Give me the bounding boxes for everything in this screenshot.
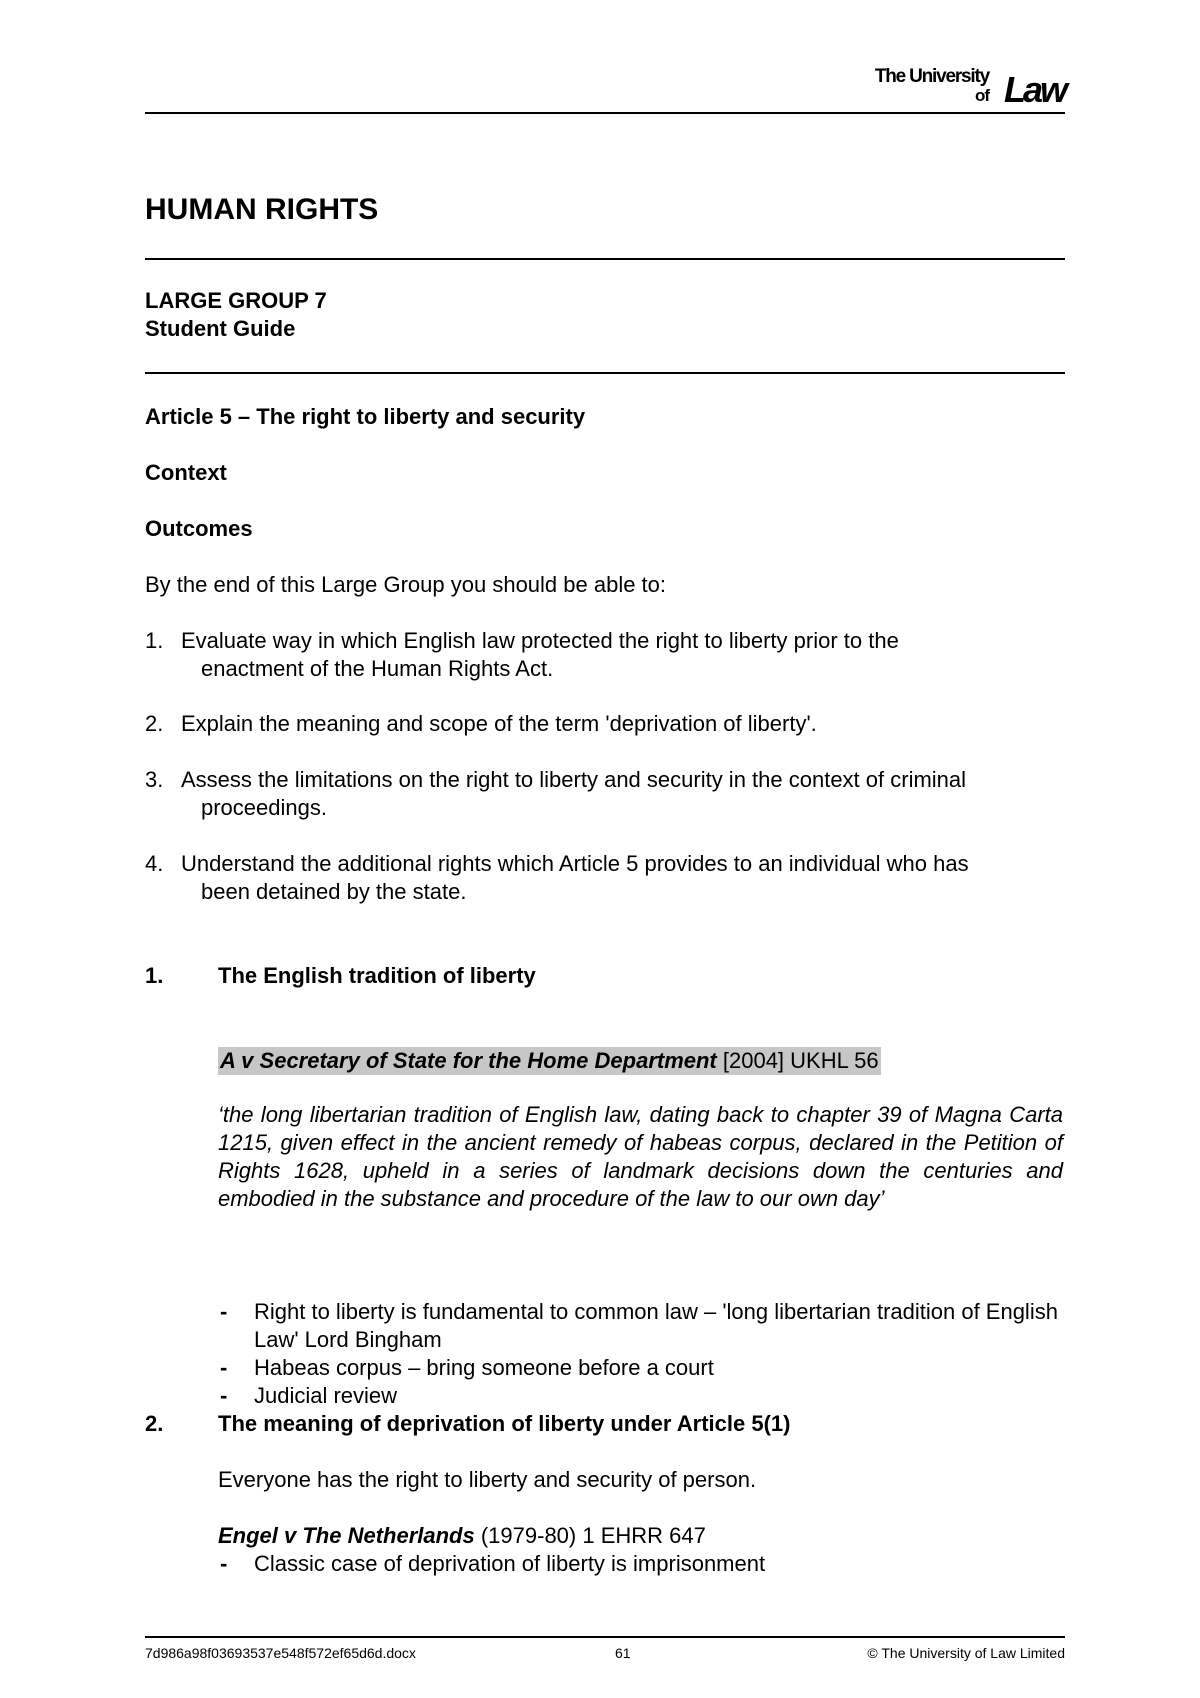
bullet-text: Classic case of deprivation of liberty is imprisonment	[254, 1551, 766, 1576]
outcome-text: Assess the limitations on the right to liberty and security in the context of criminal	[181, 767, 967, 792]
outcome-item-3	[145, 766, 1063, 822]
case-citation: (1979-80) 1 EHRR 647	[474, 1523, 706, 1548]
footer-copyright: © The University of Law Limited	[867, 1645, 1065, 1661]
case-reference-a-v-secretary	[218, 1047, 881, 1075]
section-number: 1.	[145, 963, 164, 988]
outcome-text-continued: been detained by the state.	[201, 879, 467, 904]
section-2-bullets	[218, 1550, 1068, 1578]
logo-line-3: Law	[1003, 69, 1065, 110]
outcome-text: Understand the additional rights which Article 5 provides to an individual who has	[181, 851, 969, 876]
bullet-text: Judicial review	[254, 1383, 398, 1408]
large-group-label: LARGE GROUP 7	[145, 288, 327, 313]
document-title: HUMAN RIGHTS	[145, 193, 379, 226]
footer-filename: 7d986a98f03693537e548f572ef65d6d.docx	[145, 1645, 416, 1661]
section-number: 2.	[145, 1411, 164, 1436]
list-item: - Right to liberty is fundamental to common law – 'long libertarian tradition of English Law' Lord Bingham	[220, 1299, 1058, 1352]
outcome-item-2	[145, 710, 1063, 738]
bullet-text: Right to liberty is fundamental to common law – 'long libertarian tradition of English Law' Lord Bingham	[254, 1299, 1058, 1352]
footer-page-number: 61	[615, 1645, 631, 1661]
section-title: The meaning of deprivation of liberty under Article 5(1)	[218, 1411, 791, 1436]
outcome-item-1	[145, 627, 1063, 683]
outcome-text-continued: proceedings.	[201, 795, 327, 820]
outcome-text: Evaluate way in which English law protected the right to liberty prior to the	[181, 628, 899, 653]
case-reference-engel	[218, 1522, 706, 1550]
list-item: - Judicial review	[220, 1383, 398, 1408]
list-item: - Habeas corpus – bring someone before a court	[220, 1355, 714, 1380]
logo-line-1: The University	[874, 66, 989, 87]
logo-line-2: of	[974, 86, 989, 105]
case-citation: [2004] UKHL 56	[716, 1048, 879, 1073]
case-name: Engel v The Netherlands	[218, 1523, 475, 1548]
bullet-text: Habeas corpus – bring someone before a court	[254, 1355, 714, 1380]
subheader-divider	[145, 372, 1065, 374]
university-logo	[855, 66, 1065, 110]
student-guide-label: Student Guide	[145, 316, 296, 341]
outcome-text-continued: enactment of the Human Rights Act.	[201, 656, 554, 681]
outcome-text: Explain the meaning and scope of the term 'deprivation of liberty'.	[181, 711, 817, 736]
outcome-number: 3.	[145, 767, 164, 792]
outcomes-intro: By the end of this Large Group you should be able to:	[145, 572, 667, 597]
outcome-item-4	[145, 850, 1063, 906]
title-divider	[145, 258, 1065, 260]
quotation: ‘the long libertarian tradition of English law, dating back to chapter 39 of Magna Carta 1215, given effect in the ancient remedy of habeas corpus, declared in the Petition of Rights 1628, upheld in a series of landmark decisions down the centuries and embodied in the substance and procedure of the law to our own day’	[218, 1102, 1063, 1211]
outcome-number: 4.	[145, 851, 164, 876]
section-1-bullets	[218, 1298, 1068, 1410]
article-heading: Article 5 – The right to liberty and security	[145, 404, 586, 429]
section-title: The English tradition of liberty	[218, 963, 536, 988]
footer-divider	[145, 1636, 1065, 1638]
case-name: A v Secretary of State for the Home Department	[220, 1048, 717, 1073]
section-2-statement: Everyone has the right to liberty and security of person.	[218, 1467, 757, 1492]
outcome-number: 1.	[145, 628, 164, 653]
context-heading: Context	[145, 460, 227, 485]
outcome-number: 2.	[145, 711, 164, 736]
header-divider	[145, 112, 1065, 114]
outcomes-heading: Outcomes	[145, 516, 253, 541]
list-item: - Classic case of deprivation of liberty is imprisonment	[220, 1551, 766, 1576]
